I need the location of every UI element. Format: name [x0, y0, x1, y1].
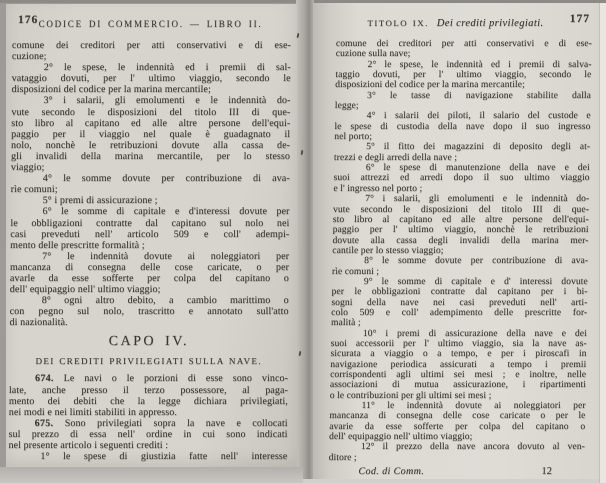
text-line: mancanza di consegna delle cose caricate o per le [329, 411, 586, 422]
text-line: comune dei creditori per atti conservativi e di ese- [11, 40, 292, 51]
text-line: gli invalidi della marina mercantile, per lo stesso [10, 150, 291, 162]
text-line: legge; [334, 101, 359, 112]
text-line: 7° i salarii, gli emolumenti e le indennità do- [365, 194, 590, 205]
text-line: paggio per l' ultimo viaggio, nonchè le retribuzioni [332, 225, 589, 236]
text-line: 675. Sono privilegiati sopra la nave e collocati [34, 417, 288, 429]
text-line: comune dei creditori per atti conservativi e di ese- [335, 39, 592, 49]
text-line: rìe comuni; [10, 184, 58, 196]
text-line: avarie da esse sofferte per colpa del capitano o [329, 421, 586, 432]
text-line: colo 509 e coll' adempimento delle prescritte for- [331, 307, 588, 318]
text-line: disposizioni del codice per la marina mercantile; [11, 84, 211, 96]
text-line: viaggio; [10, 162, 45, 174]
text-line: 2° le spese, le indennità ed i premii di salva- [367, 59, 592, 70]
article-number: 675. [34, 417, 54, 429]
running-head-title: CODICE DI COMMERCIO. — LIBRO II. [38, 19, 263, 29]
text-line: 2° le spese, le indennità ed i premii di sal- [43, 62, 291, 74]
text-line: 8° ogni altro debito, a cambio marittimo o [41, 295, 289, 307]
text-line: 674. Le navi o le porzioni di esse sono vinco- [34, 373, 289, 385]
running-head-subject: Dei crediti privilegiati. [436, 18, 544, 29]
text-line: 12° il prezzo della nave ancora dovuto al ven- [360, 442, 585, 453]
text-line: per le obbligazioni contratte dal capitano per i bi- [331, 287, 588, 298]
text-line: cuzione sulla nave; [335, 49, 411, 60]
body-text-left [8, 40, 291, 462]
text-line: vute secondo le disposizioni del titolo III di que- [11, 106, 291, 118]
page-footer [328, 466, 584, 478]
body-text-right [328, 39, 592, 478]
text-line: cuzione; [11, 51, 47, 63]
text-line: e l' ingresso nel porto ; [333, 183, 423, 194]
text-line: sto libro al capitano ed alle altre persone dell'equi- [11, 117, 291, 129]
text-line: sul prezzo di essa nell' ordine in cui sono indicati [8, 428, 288, 440]
text-line: 10° i premi di assicurazione della nave e dei [362, 328, 587, 339]
chapter-subheading: DEI CREDITI PRIVILEGIATI SULLA NAVE. [35, 356, 262, 367]
left-page [6, 4, 297, 467]
text-line: disposizioni del codice per la marina mercantile; [335, 80, 525, 91]
sheet-number: 12 [541, 466, 553, 478]
text-line: sicurata a viaggio o a tempo, e per i piroscafi in [330, 349, 587, 360]
text-line: 5° i premi di assicurazione ; [42, 195, 158, 207]
text-line: di nazionalità. [9, 317, 68, 329]
text-line: mancanza di consegna delle cose caricate, o per [9, 261, 290, 273]
page-edge-bottom-right [303, 479, 606, 483]
text-line: dovute alla cassa degli invalidi della marina mer- [332, 235, 589, 246]
text-line: le spese di custodia della nave dopo il suo ingresso [334, 121, 591, 132]
text-line: nel presente articolo i seguenti crediti : [8, 440, 169, 451]
paragraph-block [329, 39, 592, 463]
text-line: casi preveduti nell' articolo 509 e coll' adempi- [10, 228, 290, 240]
text-line: 3° le tasse di navigazione stabilite dalla [366, 90, 592, 101]
text-line: nolo, nonchè le retribuzioni dovute alla cassa de- [11, 139, 291, 151]
text-line: taggio dovuti, per l' ultimo viaggio, secondo le [335, 70, 592, 81]
text-line: con pegno sul nolo, trascritto e annotato sull'atto [9, 306, 289, 318]
text-line: suoi accessorii per l' ultimo viaggio, sia la nave as- [330, 338, 587, 349]
text-line: avarle da esse sofferte per colpa del capitano o [9, 272, 289, 284]
text-line: 4° le somme dovute per contribuzione di ava- [42, 173, 290, 185]
text-line: suoi attrezzi ed arredi dopo il suo ultimo viaggio [333, 173, 590, 184]
text-line: cantile per lo stesso viaggio; [332, 245, 444, 256]
text-line: paggio per il viaggio nel quale è guadagnato il [11, 128, 291, 140]
text-line: sogni della nave nei casi preveduti nell' arti- [331, 297, 588, 308]
text-line: 3° i salarii, gli emolumenti e le indennità do- [43, 95, 291, 107]
text-line: vataggio dovuti, per l' ultimo viaggio, secondo le [11, 73, 291, 85]
paragraph-block [8, 373, 288, 462]
text-line: 8° le somme dovute per contribuzione di ava- [364, 256, 589, 267]
text-line: 6° le somme di capitale e d'interessi dovute per [42, 206, 290, 218]
text-line: rìe comuni ; [331, 266, 380, 277]
text-line: 4° i salarii dei piloti, il salario del custode e [366, 111, 591, 122]
text-line: 9° le somme di capitale e d' interessi dovute [363, 276, 588, 287]
text-line: corrispondenti agli ultimi sei mesi ; e inoltre, nelle [330, 370, 587, 380]
right-page [313, 3, 600, 479]
text-line: 7° le indennità dovute ai noleggiatori per [42, 250, 290, 262]
text-line: dell' equipaggio nell' ultimo viaggio; [328, 432, 473, 443]
running-head-right [319, 13, 592, 27]
footer-signature: Cod. di Comm. [358, 466, 425, 478]
text-line: dell' equipaggio nell' ultimo viaggio; [9, 284, 161, 296]
text-line: sto libro al capitano ed alle altre persone dell'equi- [332, 214, 589, 225]
text-line: nei modi e nei limiti stabiliti in appresso. [8, 406, 178, 418]
text-line: mento delle prescritte formalità ; [10, 239, 145, 251]
text-line: ditore ; [328, 452, 357, 463]
text-line: 11° le indennità dovute ai noleggiatori per [361, 401, 586, 412]
text-line: nel porto; [334, 132, 373, 143]
text-line: 5° il fitto dei magazzini di deposito degli at- [366, 142, 591, 153]
page-edge-bottom [0, 467, 303, 483]
text-line: navigazione periodica assicurati a tempo i premii [330, 359, 587, 370]
running-head-left [12, 14, 289, 28]
chapter-heading: CAPO IV. [108, 334, 190, 350]
text-line: associazioni di mutua assicurazione, i ripartimenti [329, 380, 587, 391]
text-line: vute secondo le disposizioni del titolo III di que- [332, 204, 590, 215]
text-line: trezzi e degli arredi della nave ; [333, 152, 458, 163]
page-edge-right [599, 3, 606, 483]
text-line: mento dei debiti che la legge dichiara privilegiati, [8, 395, 288, 407]
text-line: le obbligazioni contratte dal capitano sul nolo nei [10, 217, 290, 229]
paragraph-block [9, 40, 291, 328]
text-line: malità ; [330, 318, 361, 329]
page-number: 177 [569, 13, 590, 25]
gutter [296, 0, 314, 483]
article-number: 674. [34, 373, 54, 385]
text-line: late, anche presso il terzo possessore, al paga- [8, 384, 288, 396]
text-line: o le contribuzioni per gli ultimi sei mesi ; [329, 390, 492, 401]
text-line: 6° le spese di manutenzione della nave e dei [365, 163, 590, 174]
running-head-titolo: TITOLO IX. [367, 18, 429, 28]
page-number: 176 [18, 14, 39, 26]
text-line: 1° le spese di giustizia fatte nell' interesse [40, 451, 288, 463]
